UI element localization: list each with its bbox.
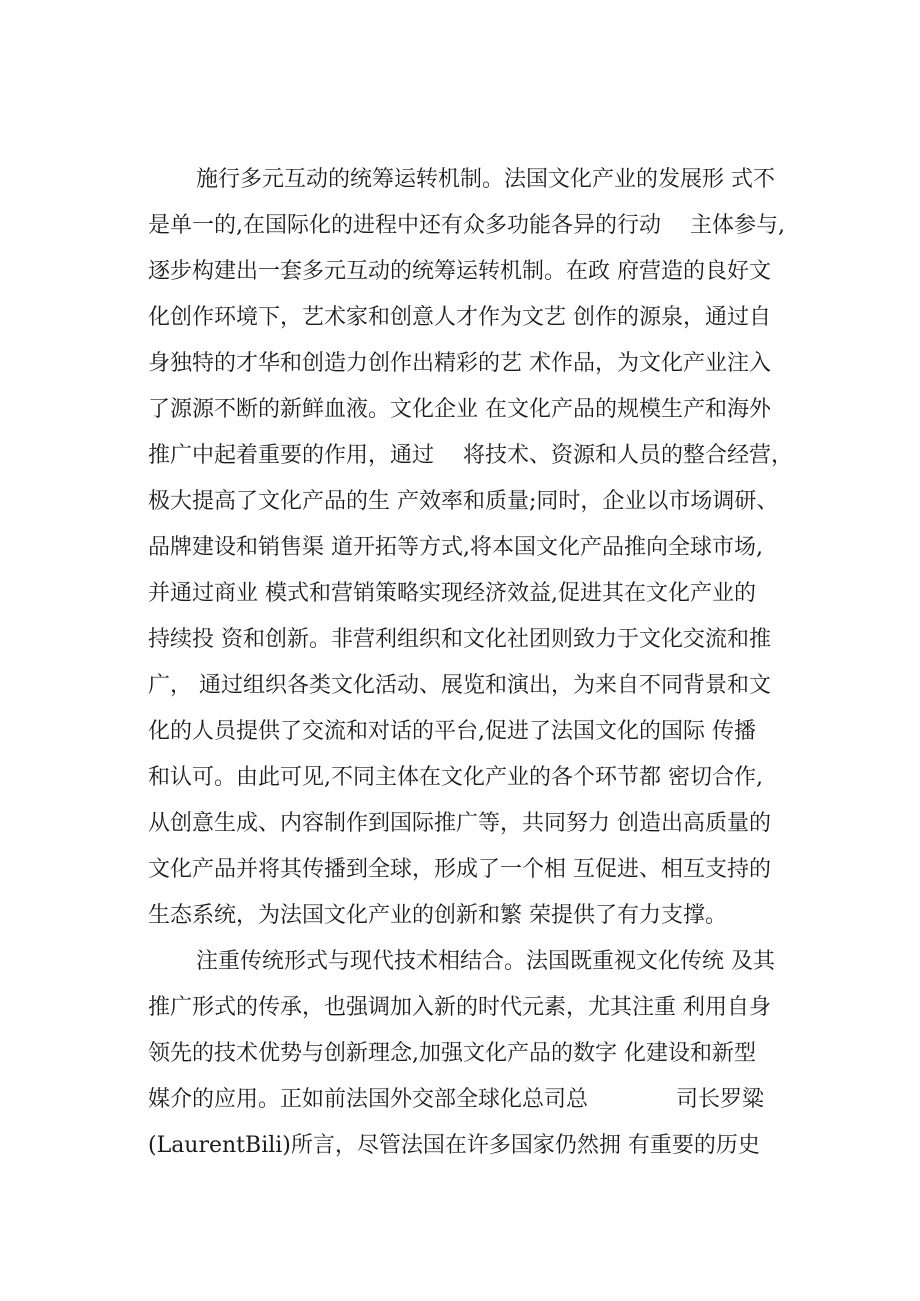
text-line: 注重传统形式与现代技术相结合。法国既重视文化传统 及其 [196,949,775,974]
text-line: 是单一的,在国际化的进程中还有众多功能各异的行动 主体参与, [148,213,785,238]
text-line: 生态系统，为法国文化产业的创新和繁 荣提供了有力支撑。 [148,903,727,928]
text-line: 并通过商业 模式和营销策略实现经济效益,促进其在文化产业的 [148,581,756,606]
text-line: 品牌建设和销售渠 道开拓等方式,将本国文化产品推向全球市场, [148,535,763,560]
text-line: 施行多元互动的统筹运转机制。法国文化产业的发展形 式不 [196,167,775,192]
text-line: 广， 通过组织各类文化活动、展览和演出，为来自不同背景和文 [148,673,771,698]
text-line: 极大提高了文化产品的生 产效率和质量;同时，企业以市场调研、 [148,489,779,514]
text-line: 逐步构建出一套多元互动的统筹运转机制。在政 府营造的良好文 [148,259,771,284]
text-line: 文化产品并将其传播到全球，形成了一个相 互促进、相互支持的 [148,857,771,882]
text-line: 推广形式的传承，也强调加入新的时代元素，尤其注重 利用自身 [148,995,771,1020]
text-line: 化创作环境下，艺术家和创意人才作为文艺 创作的源泉，通过自 [148,305,771,330]
text-line: 化的人员提供了交流和对话的平台,促进了法国文化的国际 传播 [148,719,756,744]
text-line: 和认可。由此可见,不同主体在文化产业的各个环节都 密切合作, [148,765,763,790]
text-line: 了源源不断的新鲜血液。文化企业 在文化产品的规模生产和海外 [148,397,771,422]
text-line: 身独特的才华和创造力创作出精彩的艺 术作品，为文化产业注入 [148,351,771,376]
text-line: 推广中起着重要的作用，通过 将技术、资源和人员的整合经营， [148,443,793,468]
text-line: 领先的技术优势与创新理念,加强文化产品的数字 化建设和新型 [148,1041,756,1066]
text-line: 从创意生成、内容制作到国际推广等，共同努力 创造出高质量的 [148,811,771,836]
text-line: (LaurentBili)所言，尽管法国在许多国家仍然拥 有重要的历史 [148,1133,760,1158]
text-line: 持续投 资和创新。非营利组织和文化社团则致力于文化交流和推 [148,627,771,652]
text-line: 媒介的应用。正如前法国外交部全球化总司总 司长罗粱 [148,1087,765,1112]
